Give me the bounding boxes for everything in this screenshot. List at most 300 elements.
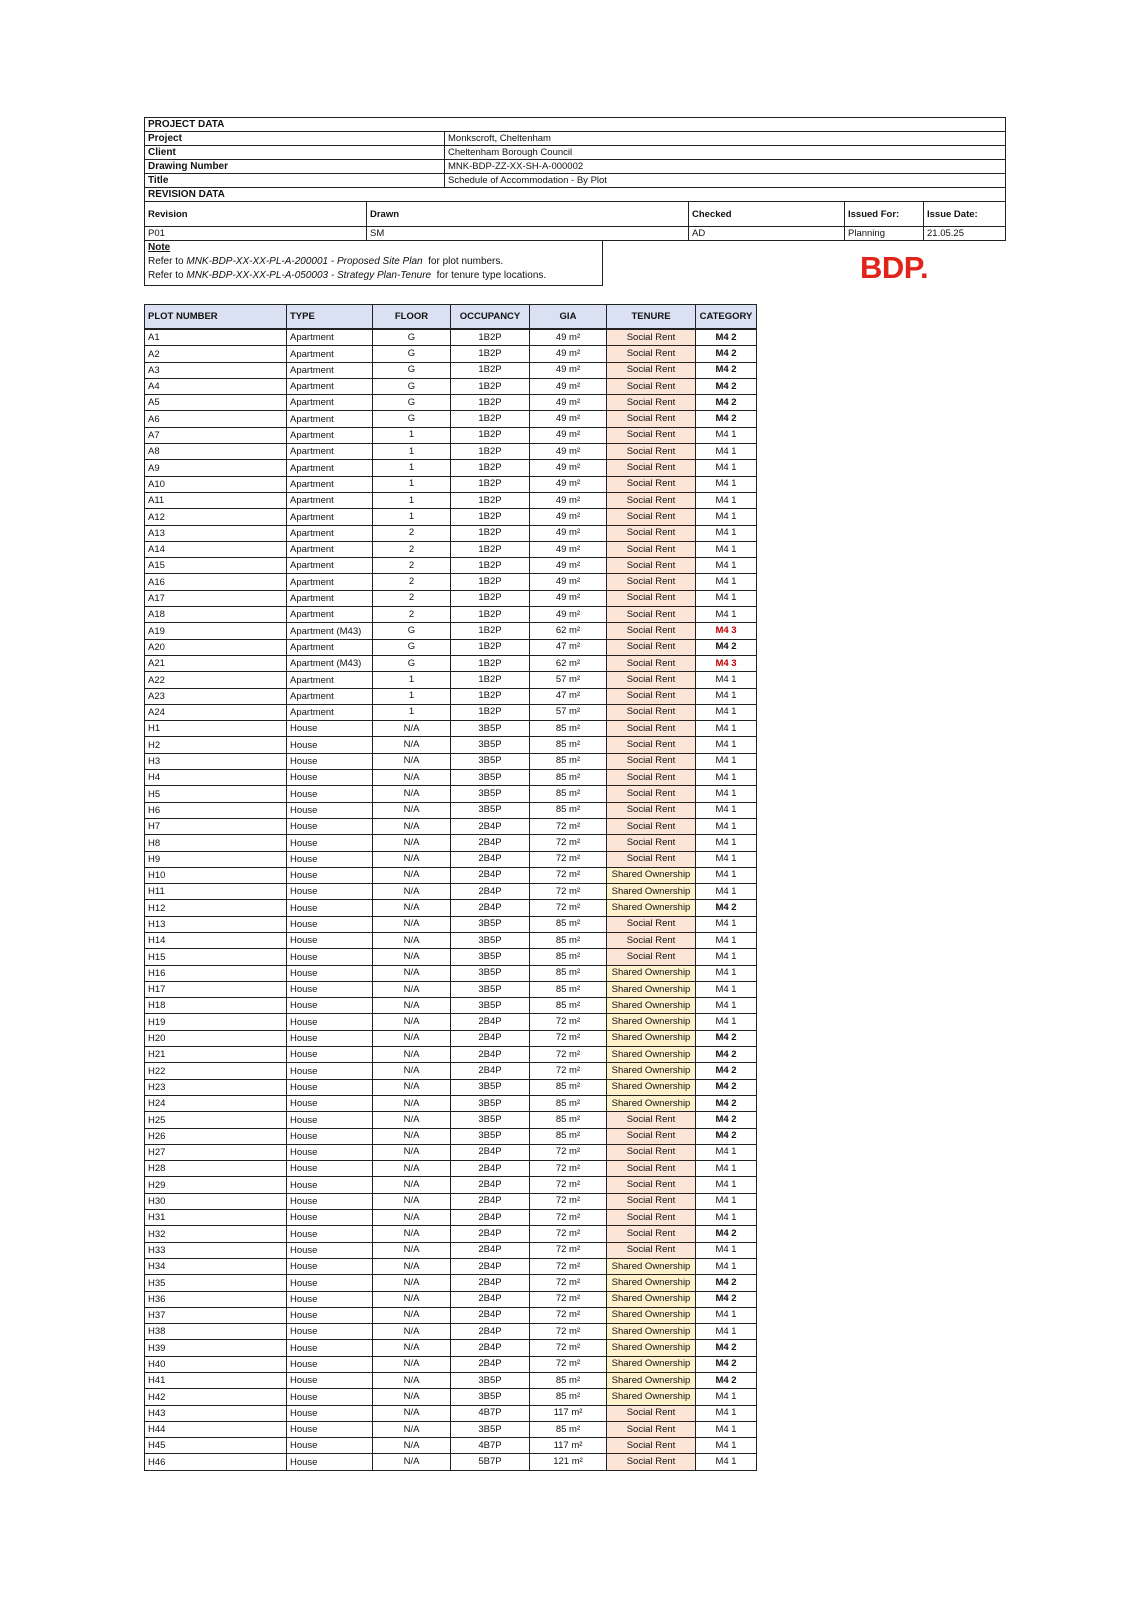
occupancy-cell: 1B2P bbox=[451, 590, 530, 606]
plot-number-cell: A2 bbox=[145, 346, 287, 362]
note-line-1-suffix: for plot numbers. bbox=[422, 256, 504, 267]
table-row bbox=[145, 1095, 757, 1111]
floor-cell: N/A bbox=[373, 1144, 451, 1160]
tenure-cell: Social Rent bbox=[607, 607, 696, 623]
type-cell: Apartment bbox=[287, 476, 373, 492]
tenure-cell: Shared Ownership bbox=[607, 900, 696, 916]
gia-cell: 85 m² bbox=[530, 786, 607, 802]
gia-cell: 72 m² bbox=[530, 1193, 607, 1209]
tenure-cell: Social Rent bbox=[607, 672, 696, 688]
type-cell: House bbox=[287, 1226, 373, 1242]
floor-cell: N/A bbox=[373, 1291, 451, 1307]
floor-cell: N/A bbox=[373, 1047, 451, 1063]
gia-cell: 85 m² bbox=[530, 1421, 607, 1437]
occupancy-cell: 2B4P bbox=[451, 867, 530, 883]
table-row bbox=[145, 1258, 757, 1274]
gia-cell: 85 m² bbox=[530, 965, 607, 981]
tenure-cell: Shared Ownership bbox=[607, 1063, 696, 1079]
plot-number-cell: H1 bbox=[145, 721, 287, 737]
gia-cell: 85 m² bbox=[530, 949, 607, 965]
occupancy-cell: 5B7P bbox=[451, 1454, 530, 1470]
tenure-cell: Social Rent bbox=[607, 835, 696, 851]
gia-cell: 85 m² bbox=[530, 802, 607, 818]
title-label: Title bbox=[145, 174, 445, 188]
plot-number-cell: H40 bbox=[145, 1356, 287, 1372]
tenure-cell: Social Rent bbox=[607, 1226, 696, 1242]
category-cell: M4 2 bbox=[696, 1095, 757, 1111]
occupancy-cell: 2B4P bbox=[451, 1063, 530, 1079]
plot-number-cell: H4 bbox=[145, 770, 287, 786]
gia-cell: 72 m² bbox=[530, 818, 607, 834]
type-cell: House bbox=[287, 1275, 373, 1291]
category-cell: M4 2 bbox=[696, 1340, 757, 1356]
category-cell: M4 2 bbox=[696, 378, 757, 394]
plot-number-cell: H39 bbox=[145, 1340, 287, 1356]
gia-cell: 57 m² bbox=[530, 672, 607, 688]
gia-cell: 49 m² bbox=[530, 411, 607, 427]
floor-cell: 2 bbox=[373, 541, 451, 557]
type-cell: Apartment bbox=[287, 444, 373, 460]
type-cell: House bbox=[287, 721, 373, 737]
gia-cell: 85 m² bbox=[530, 753, 607, 769]
gia-cell: 49 m² bbox=[530, 460, 607, 476]
table-row bbox=[145, 476, 757, 492]
tenure-cell: Social Rent bbox=[607, 916, 696, 932]
category-cell: M4 2 bbox=[696, 1291, 757, 1307]
plot-number-cell: H37 bbox=[145, 1307, 287, 1323]
type-cell: House bbox=[287, 753, 373, 769]
floor-cell: G bbox=[373, 378, 451, 394]
category-cell: M4 1 bbox=[696, 574, 757, 590]
tenure-cell: Social Rent bbox=[607, 329, 696, 346]
category-cell: M4 1 bbox=[696, 590, 757, 606]
occupancy-cell: 2B4P bbox=[451, 1014, 530, 1030]
header-gia: GIA bbox=[530, 305, 607, 330]
gia-cell: 72 m² bbox=[530, 867, 607, 883]
category-cell: M4 1 bbox=[696, 981, 757, 997]
table-row bbox=[145, 753, 757, 769]
occupancy-cell: 3B5P bbox=[451, 965, 530, 981]
gia-cell: 85 m² bbox=[530, 721, 607, 737]
occupancy-cell: 2B4P bbox=[451, 1210, 530, 1226]
occupancy-cell: 1B2P bbox=[451, 395, 530, 411]
floor-cell: N/A bbox=[373, 1161, 451, 1177]
plot-number-cell: H17 bbox=[145, 981, 287, 997]
floor-cell: 2 bbox=[373, 607, 451, 623]
type-cell: Apartment bbox=[287, 329, 373, 346]
table-row bbox=[145, 851, 757, 867]
gia-cell: 47 m² bbox=[530, 639, 607, 655]
client-label: Client bbox=[145, 146, 445, 160]
plot-number-cell: A6 bbox=[145, 411, 287, 427]
floor-cell: 1 bbox=[373, 427, 451, 443]
occupancy-cell: 1B2P bbox=[451, 607, 530, 623]
floor-cell: N/A bbox=[373, 786, 451, 802]
table-row bbox=[145, 721, 757, 737]
floor-cell: N/A bbox=[373, 1030, 451, 1046]
floor-cell: N/A bbox=[373, 1177, 451, 1193]
gia-cell: 49 m² bbox=[530, 590, 607, 606]
tenure-cell: Social Rent bbox=[607, 1144, 696, 1160]
tenure-cell: Social Rent bbox=[607, 932, 696, 948]
type-cell: House bbox=[287, 1324, 373, 1340]
tenure-cell: Shared Ownership bbox=[607, 1373, 696, 1389]
tenure-cell: Shared Ownership bbox=[607, 1275, 696, 1291]
type-cell: Apartment bbox=[287, 672, 373, 688]
table-row bbox=[145, 998, 757, 1014]
tenure-cell: Social Rent bbox=[607, 378, 696, 394]
tenure-cell: Shared Ownership bbox=[607, 884, 696, 900]
category-cell: M4 2 bbox=[696, 1030, 757, 1046]
occupancy-cell: 3B5P bbox=[451, 786, 530, 802]
floor-cell: 1 bbox=[373, 460, 451, 476]
table-row bbox=[145, 329, 757, 346]
floor-cell: N/A bbox=[373, 1095, 451, 1111]
category-cell: M4 2 bbox=[696, 1356, 757, 1372]
tenure-cell: Social Rent bbox=[607, 949, 696, 965]
table-row bbox=[145, 802, 757, 818]
occupancy-cell: 2B4P bbox=[451, 900, 530, 916]
table-row bbox=[145, 737, 757, 753]
floor-cell: G bbox=[373, 395, 451, 411]
tenure-cell: Shared Ownership bbox=[607, 1324, 696, 1340]
table-row bbox=[145, 1438, 757, 1454]
plot-number-cell: A11 bbox=[145, 492, 287, 508]
type-cell: Apartment bbox=[287, 411, 373, 427]
tenure-cell: Social Rent bbox=[607, 492, 696, 508]
floor-cell: 1 bbox=[373, 492, 451, 508]
occupancy-cell: 1B2P bbox=[451, 476, 530, 492]
header-type: TYPE bbox=[287, 305, 373, 330]
floor-cell: N/A bbox=[373, 1079, 451, 1095]
gia-cell: 85 m² bbox=[530, 1373, 607, 1389]
project-data-table bbox=[144, 117, 1006, 241]
floor-cell: N/A bbox=[373, 835, 451, 851]
table-row bbox=[145, 900, 757, 916]
plot-number-cell: H34 bbox=[145, 1258, 287, 1274]
category-cell: M4 1 bbox=[696, 492, 757, 508]
gia-cell: 49 m² bbox=[530, 558, 607, 574]
plot-number-cell: H35 bbox=[145, 1275, 287, 1291]
plot-number-cell: H26 bbox=[145, 1128, 287, 1144]
type-cell: House bbox=[287, 1454, 373, 1470]
category-cell: M4 2 bbox=[696, 1063, 757, 1079]
occupancy-cell: 2B4P bbox=[451, 1258, 530, 1274]
category-cell: M4 1 bbox=[696, 607, 757, 623]
table-row bbox=[145, 1373, 757, 1389]
table-row bbox=[145, 672, 757, 688]
table-row bbox=[145, 1079, 757, 1095]
floor-cell: N/A bbox=[373, 1226, 451, 1242]
gia-cell: 72 m² bbox=[530, 1242, 607, 1258]
type-cell: Apartment bbox=[287, 362, 373, 378]
table-row bbox=[145, 1014, 757, 1030]
type-cell: House bbox=[287, 1193, 373, 1209]
plot-number-cell: H32 bbox=[145, 1226, 287, 1242]
table-row bbox=[145, 639, 757, 655]
type-cell: House bbox=[287, 1030, 373, 1046]
table-row bbox=[145, 623, 757, 639]
table-row bbox=[145, 1421, 757, 1437]
floor-cell: N/A bbox=[373, 998, 451, 1014]
gia-cell: 72 m² bbox=[530, 851, 607, 867]
client-value: Cheltenham Borough Council bbox=[445, 146, 1006, 160]
header-tenure: TENURE bbox=[607, 305, 696, 330]
type-cell: Apartment bbox=[287, 509, 373, 525]
table-row bbox=[145, 1047, 757, 1063]
type-cell: House bbox=[287, 1095, 373, 1111]
plot-number-cell: H30 bbox=[145, 1193, 287, 1209]
category-cell: M4 2 bbox=[696, 1275, 757, 1291]
occupancy-cell: 1B2P bbox=[451, 362, 530, 378]
plot-number-cell: H42 bbox=[145, 1389, 287, 1405]
type-cell: House bbox=[287, 770, 373, 786]
gia-cell: 85 m² bbox=[530, 932, 607, 948]
gia-cell: 57 m² bbox=[530, 704, 607, 720]
tenure-cell: Social Rent bbox=[607, 818, 696, 834]
gia-cell: 85 m² bbox=[530, 981, 607, 997]
occupancy-cell: 3B5P bbox=[451, 932, 530, 948]
plot-number-cell: H9 bbox=[145, 851, 287, 867]
occupancy-cell: 1B2P bbox=[451, 655, 530, 671]
type-cell: Apartment bbox=[287, 427, 373, 443]
type-cell: Apartment bbox=[287, 590, 373, 606]
floor-cell: N/A bbox=[373, 1307, 451, 1323]
table-row bbox=[145, 362, 757, 378]
category-cell: M4 1 bbox=[696, 867, 757, 883]
floor-cell: N/A bbox=[373, 981, 451, 997]
occupancy-cell: 1B2P bbox=[451, 623, 530, 639]
table-row bbox=[145, 655, 757, 671]
gia-cell: 85 m² bbox=[530, 916, 607, 932]
tenure-cell: Social Rent bbox=[607, 1421, 696, 1437]
plot-number-cell: A24 bbox=[145, 704, 287, 720]
issue-date-header: Issue Date: bbox=[924, 202, 1006, 227]
tenure-cell: Social Rent bbox=[607, 721, 696, 737]
schedule-body bbox=[145, 329, 757, 1470]
gia-cell: 72 m² bbox=[530, 1258, 607, 1274]
type-cell: House bbox=[287, 965, 373, 981]
category-cell: M4 2 bbox=[696, 395, 757, 411]
floor-cell: 1 bbox=[373, 672, 451, 688]
table-row bbox=[145, 1128, 757, 1144]
type-cell: House bbox=[287, 1063, 373, 1079]
type-cell: Apartment bbox=[287, 541, 373, 557]
plot-number-cell: A4 bbox=[145, 378, 287, 394]
category-cell: M4 3 bbox=[696, 623, 757, 639]
floor-cell: 2 bbox=[373, 525, 451, 541]
table-row bbox=[145, 1161, 757, 1177]
category-cell: M4 1 bbox=[696, 444, 757, 460]
type-cell: House bbox=[287, 1405, 373, 1421]
table-row bbox=[145, 981, 757, 997]
tenure-cell: Social Rent bbox=[607, 362, 696, 378]
drawn-header: Drawn bbox=[367, 202, 689, 227]
plot-number-cell: A7 bbox=[145, 427, 287, 443]
table-row bbox=[145, 704, 757, 720]
revision-value: P01 bbox=[145, 227, 367, 241]
tenure-cell: Social Rent bbox=[607, 1242, 696, 1258]
project-value: Monkscroft, Cheltenham bbox=[445, 132, 1006, 146]
floor-cell: N/A bbox=[373, 1405, 451, 1421]
category-cell: M4 2 bbox=[696, 329, 757, 346]
category-cell: M4 1 bbox=[696, 770, 757, 786]
plot-number-cell: H24 bbox=[145, 1095, 287, 1111]
occupancy-cell: 1B2P bbox=[451, 541, 530, 557]
category-cell: M4 2 bbox=[696, 346, 757, 362]
table-row bbox=[145, 1389, 757, 1405]
floor-cell: N/A bbox=[373, 884, 451, 900]
category-cell: M4 1 bbox=[696, 802, 757, 818]
occupancy-cell: 1B2P bbox=[451, 672, 530, 688]
note-line-2-prefix: Refer to bbox=[148, 270, 187, 281]
header-floor: FLOOR bbox=[373, 305, 451, 330]
category-cell: M4 1 bbox=[696, 835, 757, 851]
category-cell: M4 1 bbox=[696, 1144, 757, 1160]
tenure-cell: Social Rent bbox=[607, 1210, 696, 1226]
note-title: Note bbox=[148, 242, 171, 253]
floor-cell: N/A bbox=[373, 1112, 451, 1128]
plot-number-cell: A8 bbox=[145, 444, 287, 460]
category-cell: M4 1 bbox=[696, 1421, 757, 1437]
plot-number-cell: A10 bbox=[145, 476, 287, 492]
floor-cell: N/A bbox=[373, 770, 451, 786]
type-cell: Apartment bbox=[287, 639, 373, 655]
table-row bbox=[145, 427, 757, 443]
type-cell: House bbox=[287, 818, 373, 834]
table-row bbox=[145, 541, 757, 557]
issued-for-value: Planning bbox=[845, 227, 924, 241]
type-cell: Apartment bbox=[287, 378, 373, 394]
floor-cell: N/A bbox=[373, 1210, 451, 1226]
header-category: CATEGORY bbox=[696, 305, 757, 330]
type-cell: Apartment bbox=[287, 460, 373, 476]
gia-cell: 49 m² bbox=[530, 574, 607, 590]
occupancy-cell: 1B2P bbox=[451, 688, 530, 704]
category-cell: M4 1 bbox=[696, 460, 757, 476]
occupancy-cell: 1B2P bbox=[451, 558, 530, 574]
gia-cell: 85 m² bbox=[530, 1389, 607, 1405]
type-cell: House bbox=[287, 884, 373, 900]
occupancy-cell: 1B2P bbox=[451, 329, 530, 346]
tenure-cell: Social Rent bbox=[607, 590, 696, 606]
table-row bbox=[145, 460, 757, 476]
type-cell: House bbox=[287, 1242, 373, 1258]
gia-cell: 47 m² bbox=[530, 688, 607, 704]
occupancy-cell: 2B4P bbox=[451, 1307, 530, 1323]
plot-number-cell: H20 bbox=[145, 1030, 287, 1046]
table-row bbox=[145, 818, 757, 834]
type-cell: House bbox=[287, 1079, 373, 1095]
gia-cell: 72 m² bbox=[530, 1226, 607, 1242]
tenure-cell: Social Rent bbox=[607, 509, 696, 525]
gia-cell: 49 m² bbox=[530, 607, 607, 623]
tenure-cell: Shared Ownership bbox=[607, 1356, 696, 1372]
gia-cell: 49 m² bbox=[530, 492, 607, 508]
plot-number-cell: H38 bbox=[145, 1324, 287, 1340]
revision-data-heading: REVISION DATA bbox=[145, 188, 1006, 202]
occupancy-cell: 3B5P bbox=[451, 949, 530, 965]
table-row bbox=[145, 884, 757, 900]
category-cell: M4 1 bbox=[696, 1258, 757, 1274]
table-row bbox=[145, 949, 757, 965]
floor-cell: N/A bbox=[373, 1421, 451, 1437]
occupancy-cell: 3B5P bbox=[451, 753, 530, 769]
category-cell: M4 1 bbox=[696, 1177, 757, 1193]
category-cell: M4 1 bbox=[696, 1324, 757, 1340]
revision-header: Revision bbox=[145, 202, 367, 227]
category-cell: M4 1 bbox=[696, 1242, 757, 1258]
table-row bbox=[145, 1112, 757, 1128]
type-cell: House bbox=[287, 1389, 373, 1405]
gia-cell: 72 m² bbox=[530, 884, 607, 900]
floor-cell: N/A bbox=[373, 949, 451, 965]
gia-cell: 72 m² bbox=[530, 835, 607, 851]
floor-cell: N/A bbox=[373, 851, 451, 867]
tenure-cell: Social Rent bbox=[607, 1193, 696, 1209]
occupancy-cell: 1B2P bbox=[451, 525, 530, 541]
floor-cell: 1 bbox=[373, 688, 451, 704]
occupancy-cell: 1B2P bbox=[451, 378, 530, 394]
occupancy-cell: 2B4P bbox=[451, 818, 530, 834]
occupancy-cell: 2B4P bbox=[451, 1291, 530, 1307]
category-cell: M4 2 bbox=[696, 1226, 757, 1242]
table-row bbox=[145, 492, 757, 508]
occupancy-cell: 1B2P bbox=[451, 574, 530, 590]
tenure-cell: Social Rent bbox=[607, 1405, 696, 1421]
gia-cell: 85 m² bbox=[530, 998, 607, 1014]
category-cell: M4 1 bbox=[696, 932, 757, 948]
table-row bbox=[145, 1405, 757, 1421]
gia-cell: 85 m² bbox=[530, 1128, 607, 1144]
gia-cell: 72 m² bbox=[530, 1177, 607, 1193]
occupancy-cell: 1B2P bbox=[451, 411, 530, 427]
table-row bbox=[145, 867, 757, 883]
plot-number-cell: H45 bbox=[145, 1438, 287, 1454]
gia-cell: 72 m² bbox=[530, 1144, 607, 1160]
floor-cell: G bbox=[373, 329, 451, 346]
floor-cell: 1 bbox=[373, 509, 451, 525]
category-cell: M4 1 bbox=[696, 427, 757, 443]
gia-cell: 117 m² bbox=[530, 1438, 607, 1454]
type-cell: Apartment bbox=[287, 492, 373, 508]
category-cell: M4 1 bbox=[696, 1161, 757, 1177]
gia-cell: 85 m² bbox=[530, 1095, 607, 1111]
table-row bbox=[145, 1275, 757, 1291]
occupancy-cell: 2B4P bbox=[451, 835, 530, 851]
issued-for-header: Issued For: bbox=[845, 202, 924, 227]
category-cell: M4 1 bbox=[696, 541, 757, 557]
type-cell: House bbox=[287, 867, 373, 883]
note-box bbox=[144, 240, 603, 286]
floor-cell: G bbox=[373, 655, 451, 671]
plot-number-cell: A16 bbox=[145, 574, 287, 590]
type-cell: House bbox=[287, 835, 373, 851]
type-cell: House bbox=[287, 1014, 373, 1030]
tenure-cell: Social Rent bbox=[607, 851, 696, 867]
note-line-2-suffix: for tenure type locations. bbox=[431, 270, 547, 281]
floor-cell: 2 bbox=[373, 590, 451, 606]
tenure-cell: Shared Ownership bbox=[607, 1389, 696, 1405]
tenure-cell: Social Rent bbox=[607, 1128, 696, 1144]
plot-number-cell: H8 bbox=[145, 835, 287, 851]
note-line-1-reference: MNK-BDP-XX-XX-PL-A-200001 - Proposed Site Plan bbox=[186, 256, 423, 267]
drawn-value: SM bbox=[367, 227, 689, 241]
table-row bbox=[145, 835, 757, 851]
floor-cell: N/A bbox=[373, 802, 451, 818]
tenure-cell: Social Rent bbox=[607, 1438, 696, 1454]
plot-number-cell: H12 bbox=[145, 900, 287, 916]
